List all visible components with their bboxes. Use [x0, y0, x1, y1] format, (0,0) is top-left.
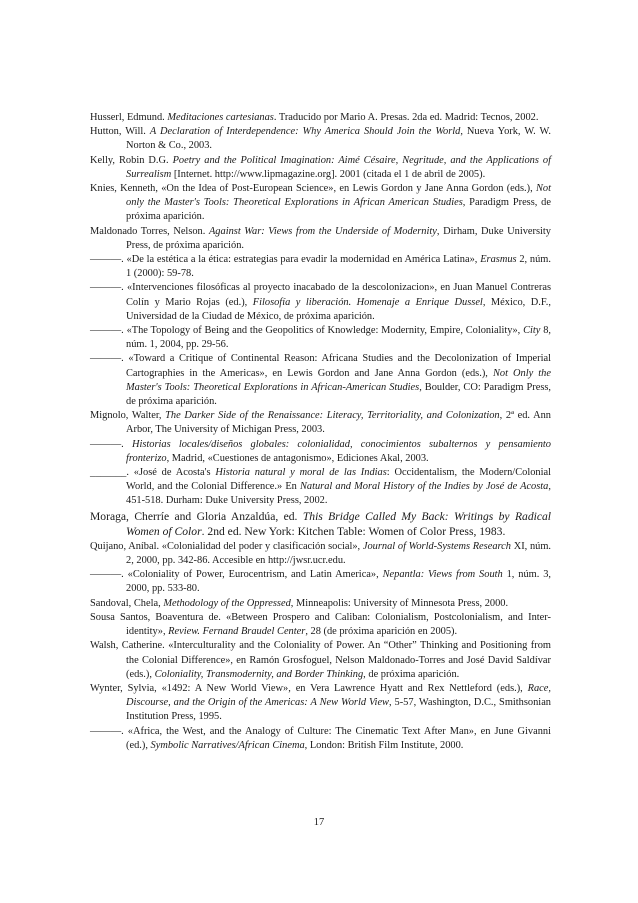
reference-maldonado-5: ———. «Toward a Critique of Continental Reason: Africana Studies and the Decolonization of Imperial Cartographies in the Americas», en Lewis Gordon and Jane Anna Gordon (eds.), Not Only the Master's Tools: Theoretical Explorations in African-American Studies, Boulder, CO: Paradigm Press, de próxima aparición. — [90, 353, 551, 408]
reference-mignolo-2: ———. Historias locales/diseños globales: colonialidad, conocimientos subalternos y pensamiento fronterizo, Madrid, «Cuestiones de antagonismo», Ediciones Akal, 2003. — [90, 438, 551, 464]
bibliography-list — [90, 111, 551, 753]
reference-wynter-2: ———. «Africa, the West, and the Analogy of Culture: The Cinematic Text After Man», en June Givanni (ed.), Symbolic Narratives/African Cinema, London: British Film Institute, 2000. — [90, 725, 551, 751]
reference-kelly: Kelly, Robin D.G. Poetry and the Political Imagination: Aimé Césaire, Negritude, and the Applications of Surrealism [Internet. http://www.lipmagazine.org]. 2001 (citada el 1 de abril de 2005). — [90, 154, 551, 180]
reference-quijano-2: ———. «Coloniality of Power, Eurocentrism, and Latin America», Nepantla: Views from South 1, núm. 3, 2000, pp. 533-80. — [90, 569, 552, 595]
reference-hutton: Hutton, Will. A Declaration of Interdependence: Why America Should Join the World, Nueva York, W. W. Norton & Co., 2003. — [90, 126, 551, 152]
reference-moraga: Moraga, Cherríe and Gloria Anzaldúa, ed. This Bridge Called My Back: Writings by Radical Women of Color. 2nd ed. New York: Kitchen Table: Women of Color Press, 1983. — [90, 509, 551, 539]
reference-wynter-1: Wynter, Sylvia, «1492: A New World View», en Vera Lawrence Hyatt and Rex Nettleford (eds.), Race, Discourse, and the Origin of the Americas: A New World View, 5-57, Washington, D.C., Smithsonian Institution Press, 1995. — [90, 682, 551, 723]
reference-maldonado-4: ———. «The Topology of Being and the Geopolitics of Knowledge: Modernity, Empire, Coloniality», City 8, núm. 1, 2004, pp. 29-56. — [90, 325, 552, 351]
reference-walsh: Walsh, Catherine. «Interculturality and the Coloniality of Power. An “Other” Thinking and Positioning from the Colonial Difference», en Ramón Grosfoguel, Nelson Maldonado-Torres and José David Saldívar (eds.), Coloniality, Transmodernity, and Border Thinking, de próxima aparición. — [90, 640, 551, 680]
reference-mignolo-3: _______. «José de Acosta's Historia natural y moral de las Indias: Occidentalism, the Modern/Colonial World, and the Colonial Difference.» En Natural and Moral History of the Indies by José de Acosta, 451-518. Durham: Duke University Press, 2002. — [90, 467, 551, 507]
reference-sandoval: Sandoval, Chela, Methodology of the Oppressed, Minneapolis: University of Minnesota Press, 2000. — [90, 597, 509, 609]
reference-maldonado-1: Maldonado Torres, Nelson. Against War: Views from the Underside of Modernity, Dirham, Duke University Press, de próxima aparición. — [90, 225, 551, 251]
reference-sousa-santos: Sousa Santos, Boaventura de. «Between Prospero and Caliban: Colonialism, Postcolonialism, and Inter-identity», Review. Fernand Braudel Center, 28 (de próxima aparición en 2005). — [90, 611, 551, 638]
reference-maldonado-2: ———. «De la estética a la ética: estrategias para evadir la modernidad en América Latina», Erasmus 2, núm. 1 (2000): 59-78. — [90, 254, 551, 280]
reference-knies: Knies, Kenneth, «On the Idea of Post-European Science», en Lewis Gordon y Jane Anna Gordon (eds.), Not only the Master's Tools: Theoretical Explorations in African American Studies, Paradigm Press, de próxima aparición. — [90, 183, 551, 223]
reference-mignolo-1: Mignolo, Walter, The Darker Side of the Renaissance: Literacy, Territoriality, and Colonization, 2ª ed. Ann Arbor, The University of Michigan Press, 2003. — [90, 410, 551, 436]
page-number: 17 — [313, 817, 325, 828]
reference-maldonado-3: ———. «Intervenciones filosóficas al proyecto inacabado de la descolonizacion», en Juan Manuel Contreras Colín y Mario Rojas (ed.), Filosofía y liberación. Homenaje a Enrique Dussel, México, D.F., Universidad de la Ciudad de México, de próxima aparición. — [90, 282, 551, 322]
reference-husserl: Husserl, Edmund. Meditaciones cartesianas. Traducido por Mario A. Presas. 2da ed. Madrid: Tecnos, 2002. — [90, 112, 539, 123]
reference-quijano-1: Quijano, Aníbal. «Colonialidad del poder y clasificación social», Journal of World-Systems Research XI, núm. 2, 2000, pp. 342-86. Accesible en http://jwsr.ucr.edu. — [90, 540, 552, 567]
